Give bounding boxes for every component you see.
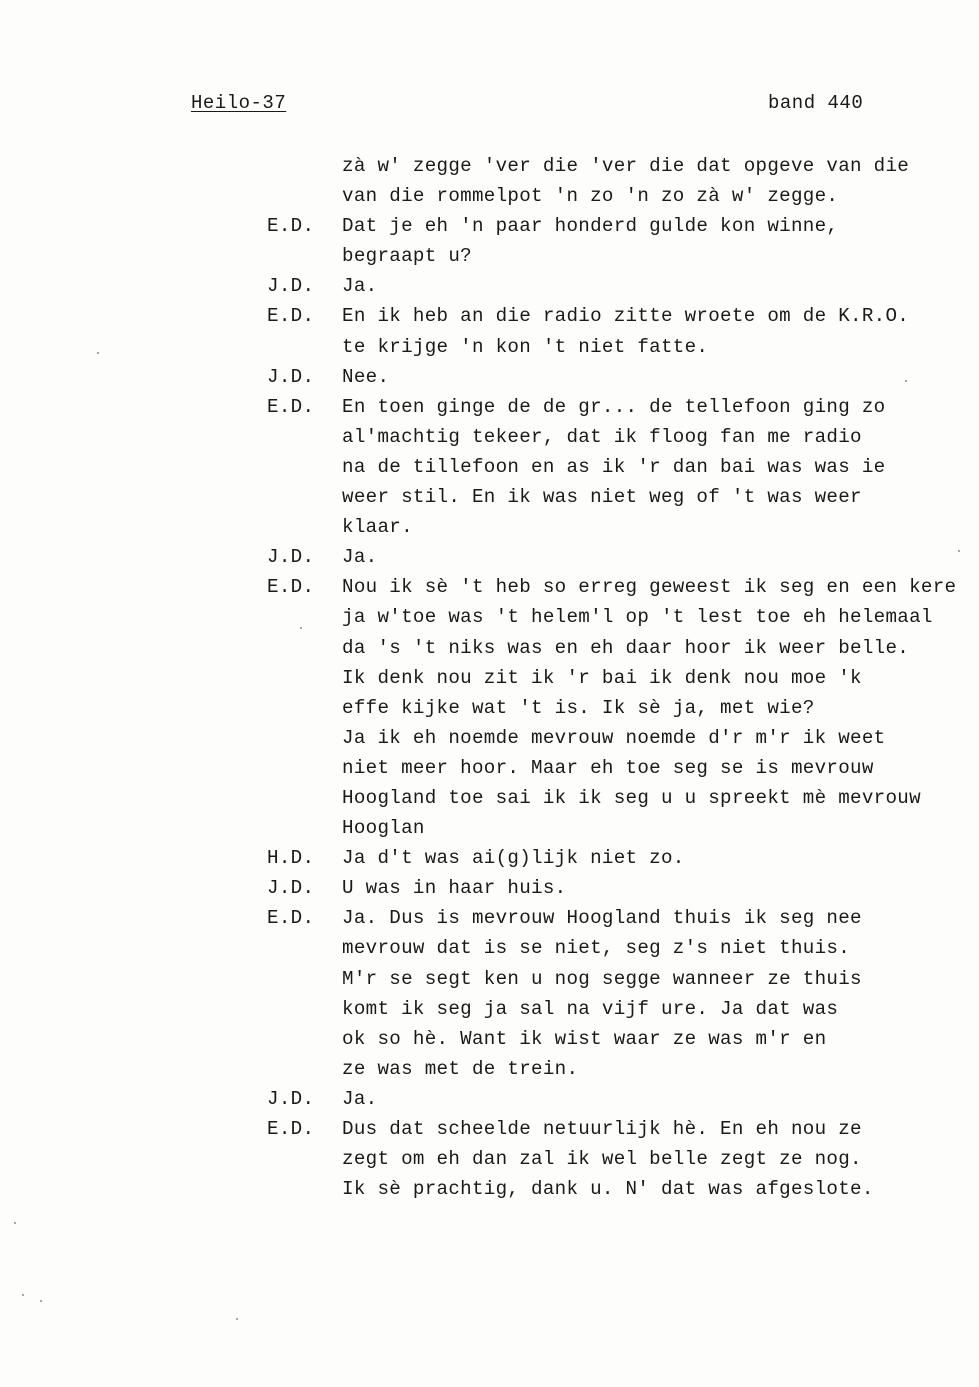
line-text: ok so hè. Want ik wist waar ze was m'r en (342, 1027, 827, 1050)
line-text: U was in haar huis. (342, 877, 567, 900)
line-text: da 's 't niks was en eh daar hoor ik weer belle. (342, 636, 910, 659)
line-text: niet meer hoor. Maar eh toe seg se is mevrouw (342, 756, 874, 779)
scan-speck (22, 1294, 24, 1296)
transcript-line (262, 452, 977, 482)
transcript-line (262, 753, 977, 783)
transcript-line (262, 633, 977, 663)
transcript (262, 151, 977, 1204)
transcript-line (262, 271, 977, 301)
line-text: al'machtig tekeer, dat ik floog fan me radio (342, 425, 862, 448)
transcript-line (262, 181, 977, 211)
transcript-line (262, 572, 977, 602)
transcript-line (262, 783, 977, 813)
transcript-line (262, 1174, 977, 1204)
transcript-line (262, 332, 977, 362)
line-text: M'r se segt ken u nog segge wanneer ze thuis (342, 967, 862, 990)
scan-speck (958, 550, 960, 552)
speaker-label: H.D. (267, 847, 315, 870)
transcript-line (262, 1114, 977, 1144)
transcript-line (262, 873, 977, 903)
line-text: Ik sè prachtig, dank u. N' dat was afgeslote. (342, 1178, 874, 1201)
speaker-label: J.D. (267, 1087, 315, 1110)
transcript-line (262, 362, 977, 392)
transcript-line (262, 964, 977, 994)
transcript-line (262, 693, 977, 723)
line-text: begraapt u? (342, 245, 472, 268)
transcript-line (262, 903, 977, 933)
transcript-line (262, 482, 977, 512)
speaker-label: E.D. (267, 215, 315, 238)
line-text: zegt om eh dan zal ik wel belle zegt ze nog. (342, 1148, 862, 1171)
document-id: Heilo-37 (191, 92, 287, 114)
transcript-line (262, 392, 977, 422)
line-text: Ja. (342, 1087, 378, 1110)
line-text: Dus dat scheelde netuurlijk hè. En eh nou ze (342, 1118, 862, 1140)
line-text: Ik denk nou zit ik 'r bai ik denk nou moe 'k (342, 666, 862, 689)
line-text: Ja. Dus is mevrouw Hoogland thuis ik seg nee (342, 907, 862, 930)
transcript-line (262, 301, 977, 331)
line-text: Ja. (342, 546, 378, 569)
speaker-label: E.D. (267, 907, 315, 930)
band-number: band 440 (768, 92, 864, 114)
scan-speck (14, 1222, 16, 1224)
transcript-line (262, 1054, 977, 1084)
line-text: Nee. (342, 365, 390, 388)
transcript-line (262, 542, 977, 572)
line-text: ze was met de trein. (342, 1057, 579, 1080)
transcript-line (262, 1144, 977, 1174)
speaker-label: J.D. (267, 365, 315, 388)
speaker-label: J.D. (267, 275, 315, 298)
scan-speck (905, 380, 907, 382)
scan-speck (40, 1300, 42, 1302)
speaker-label: E.D. (267, 395, 315, 418)
speaker-label: J.D. (267, 877, 315, 900)
line-text: ja w'toe was 't helem'l op 't lest toe eh helemaal (342, 606, 933, 629)
transcript-line (262, 723, 977, 753)
line-text: Dat je eh 'n paar honderd gulde kon winne, (342, 215, 839, 238)
line-text: komt ik seg ja sal na vijf ure. Ja dat was (342, 997, 839, 1020)
line-text: zà w' zegge 'ver die 'ver die dat opgeve van die (342, 155, 910, 177)
line-text: klaar. (342, 516, 413, 539)
transcript-line (262, 151, 977, 181)
transcript-line (262, 1084, 977, 1114)
transcript-line (262, 241, 977, 271)
speaker-label: E.D. (267, 305, 315, 328)
transcript-line (262, 843, 977, 873)
line-text: effe kijke wat 't is. Ik sè ja, met wie? (342, 696, 815, 719)
line-text: na de tillefoon en as ik 'r dan bai was was ie (342, 455, 886, 478)
transcript-line (262, 211, 977, 241)
line-text: Hoogland toe sai ik ik seg u u spreekt mè mevrouw (342, 786, 921, 809)
line-text: Nou ik sè 't heb so erreg geweest ik seg en een kere (342, 576, 957, 599)
line-text: mevrouw dat is se niet, seg z's niet thuis. (342, 937, 851, 960)
transcript-line (262, 813, 977, 843)
transcript-line (262, 933, 977, 963)
speaker-label: J.D. (267, 546, 315, 569)
line-text: Ja ik eh noemde mevrouw noemde d'r m'r ik weet (342, 726, 886, 749)
scan-speck (97, 352, 99, 354)
speaker-label: E.D. (267, 576, 315, 599)
transcript-line (262, 1024, 977, 1054)
line-text: Ja d't was ai(g)lijk niet zo. (342, 847, 685, 870)
transcript-line (262, 602, 977, 632)
scan-speck (300, 627, 302, 629)
transcript-line (262, 512, 977, 542)
transcript-line (262, 663, 977, 693)
line-text: van die rommelpot 'n zo 'n zo zà w' zegge. (342, 185, 839, 208)
line-text: En toen ginge de de gr... de tellefoon ging zo (342, 395, 886, 418)
line-text: Ja. (342, 275, 378, 298)
speaker-label: E.D. (267, 1118, 315, 1140)
line-text: te krijge 'n kon 't niet fatte. (342, 335, 709, 358)
transcript-line (262, 422, 977, 452)
line-text: Hooglan (342, 817, 425, 840)
transcript-line (262, 994, 977, 1024)
scan-speck (236, 1318, 238, 1320)
line-text: weer stil. En ik was niet weg of 't was weer (342, 486, 862, 509)
line-text: En ik heb an die radio zitte wroete om de K.R.O. (342, 305, 910, 328)
